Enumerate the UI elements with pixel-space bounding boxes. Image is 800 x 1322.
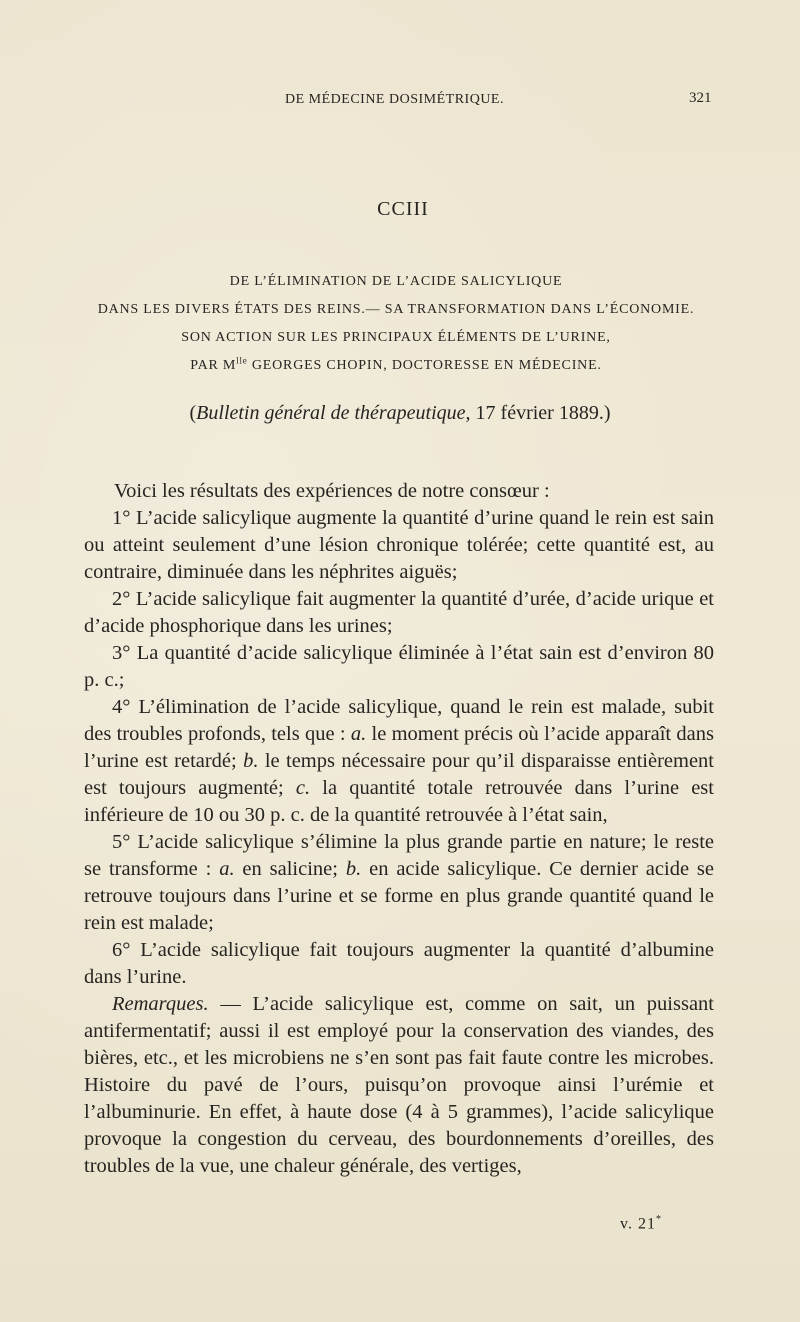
finding-5-text-c: en acide salicylique. Ce dernier acide se retrouve toujours dans l’urine et se forme en plus grande quantité quand le rein est malade; bbox=[84, 858, 714, 934]
remarks-label: Remarques. bbox=[112, 993, 209, 1015]
finding-5-letter-a: a. bbox=[219, 858, 235, 880]
finding-5 bbox=[84, 829, 714, 937]
finding-2: 2° L’acide salicylique fait augmenter la quantité d’urée, d’acide urique et d’acide phosphorique dans les urines; bbox=[84, 588, 714, 637]
finding-4-text-a: 4° L’élimination de l’acide salicylique, quand le rein est malade, subit des troubles profonds, tels que : bbox=[84, 696, 714, 745]
finding-4-letter-a: a. bbox=[350, 723, 367, 745]
finding-5-text-a: 5° L’acide salicylique s’élimine la plus grande partie en nature; le reste se transforme : bbox=[84, 831, 714, 880]
source-open-paren: ( bbox=[189, 402, 197, 424]
remarks-paragraph bbox=[84, 991, 714, 1180]
finding-4-text-d: la quantité totale retrouvée dans l’urine est inférieure de 10 ou 30 p. c. de la quantité retrouvée à l’état sain, bbox=[84, 777, 714, 826]
title-line-4 bbox=[76, 352, 716, 380]
author-prefix: PAR M bbox=[190, 358, 237, 373]
printer-signature bbox=[620, 1214, 662, 1233]
finding-5-text-b: en salicine; bbox=[234, 858, 346, 880]
intro-paragraph: Voici les résultats des expériences de notre consœur : bbox=[114, 480, 550, 502]
finding-1: 1° L’acide salicylique augmente la quantité d’urine quand le rein est sain ou atteint seulement d’une lésion chronique tolérée; cette quantité est, au contraire, diminuée dans les néphrites aiguës; bbox=[84, 507, 714, 583]
title-line-3: SON ACTION SUR LES PRINCIPAUX ÉLÉMENTS DE L’URINE, bbox=[181, 330, 611, 345]
source-citation bbox=[80, 402, 720, 425]
running-head bbox=[0, 88, 800, 112]
author-title-superscript: lle bbox=[236, 355, 248, 366]
body-text bbox=[84, 478, 714, 1180]
source-date: 17 février 1889.) bbox=[470, 402, 611, 424]
running-title: DE MÉDECINE DOSIMÉTRIQUE. bbox=[285, 92, 504, 107]
source-journal: Bulletin général de thérapeutique, bbox=[196, 402, 471, 424]
page-number: 321 bbox=[689, 90, 712, 106]
remarks-text: — L’acide salicylique est, comme on sait, un puissant antifermentatif; aussi il est employé pour la conservation des viandes, des bières, etc., et les microbiens ne s’en sont pas fait faute contre les microbes. Histoire du pavé de l’ours, puisqu’on provoque ainsi l’urémie et l’albuminurie. En effet, à haute dose (4 à 5 grammes), l’acide salicylique provoque la congestion du cerveau, des bourdonnements d’oreilles, des troubles de la vue, une chaleur générale, des vertiges, bbox=[84, 993, 714, 1177]
finding-6: 6° L’acide salicylique fait toujours augmenter la quantité d’albumine dans l’urine. bbox=[84, 939, 714, 988]
title-line-1: DE L’ÉLIMINATION DE L’ACIDE SALICYLIQUE bbox=[229, 274, 563, 289]
title-line-2: DANS LES DIVERS ÉTATS DES REINS.— SA TRANSFORMATION DANS L’ÉCONOMIE. bbox=[97, 302, 695, 317]
finding-4-text-c: le temps nécessaire pour qu’il disparaisse entièrement est toujours augmenté; bbox=[84, 750, 715, 799]
finding-5-letter-b: b. bbox=[345, 858, 362, 880]
article-title bbox=[76, 268, 716, 380]
chapter-number: CCIII bbox=[377, 198, 429, 220]
author-name: GEORGES CHOPIN, DOCTORESSE EN MÉDECINE. bbox=[247, 358, 602, 373]
signature-text: v. 21 bbox=[620, 1215, 656, 1233]
finding-4-letter-b: b. bbox=[243, 750, 259, 772]
finding-4-letter-c: c. bbox=[295, 777, 311, 799]
finding-4 bbox=[84, 694, 714, 829]
signature-mark: * bbox=[655, 1214, 662, 1225]
finding-4-text-b: le moment précis où l’acide apparaît dans l’urine est retardé; bbox=[84, 723, 714, 772]
finding-3: 3° La quantité d’acide salicylique éliminée à l’état sain est d’environ 80 p. c.; bbox=[84, 642, 714, 691]
